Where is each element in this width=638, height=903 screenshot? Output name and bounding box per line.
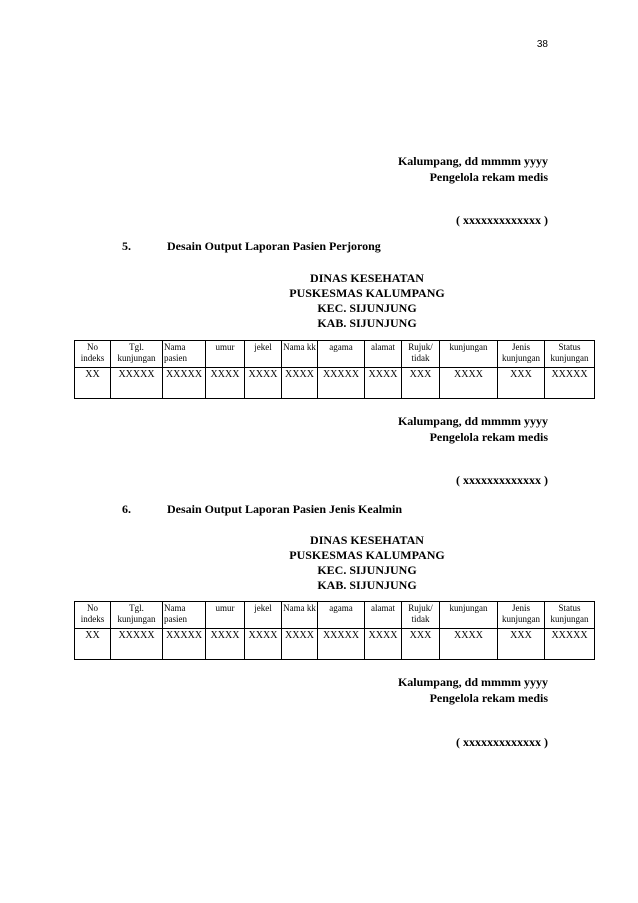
section-number: 5. bbox=[122, 239, 131, 253]
column-header: Nama kk bbox=[282, 341, 318, 368]
signature-place-date: Kalumpang, dd mmmm yyyy bbox=[397, 414, 548, 428]
column-header: kunjungan bbox=[440, 341, 498, 368]
signature-name: ( xxxxxxxxxxxxx ) bbox=[456, 213, 548, 227]
institution-line: DINAS KESEHATAN bbox=[310, 271, 424, 285]
column-header: kunjungan bbox=[440, 602, 498, 629]
column-header: umur bbox=[206, 341, 245, 368]
signature-block bbox=[398, 153, 548, 185]
signature-place-date: Kalumpang, dd mmmm yyyy bbox=[397, 154, 548, 168]
institution-header bbox=[282, 533, 452, 593]
table-cell: XXXXX bbox=[163, 629, 206, 660]
column-header: jekel bbox=[245, 602, 282, 629]
signature-name: ( xxxxxxxxxxxxx ) bbox=[456, 473, 548, 487]
table-cell: XXXXX bbox=[545, 629, 595, 660]
institution-header bbox=[282, 271, 452, 331]
table-cell: XXXXX bbox=[111, 368, 163, 399]
signature-place-date: Kalumpang, dd mmmm yyyy bbox=[397, 675, 548, 689]
table-cell: XXXX bbox=[245, 368, 282, 399]
table-cell: XXXXX bbox=[545, 368, 595, 399]
table-cell: XXXXX bbox=[318, 629, 365, 660]
report-table bbox=[74, 340, 595, 399]
signature-role: Pengelola rekam medis bbox=[429, 691, 548, 705]
signature-name: ( xxxxxxxxxxxxx ) bbox=[456, 735, 548, 749]
column-header: Tgl. kunjungan bbox=[111, 341, 163, 368]
table-cell: XXXXX bbox=[163, 368, 206, 399]
table-cell: XXX bbox=[498, 368, 545, 399]
column-header: Nama pasien bbox=[163, 341, 206, 368]
column-header: Rujuk/ tidak bbox=[402, 602, 440, 629]
signature-role: Pengelola rekam medis bbox=[429, 170, 548, 184]
institution-line: PUSKESMAS KALUMPANG bbox=[289, 548, 445, 562]
column-header: alamat bbox=[365, 602, 402, 629]
table-row bbox=[75, 629, 595, 660]
column-header: Status kunjungan bbox=[545, 341, 595, 368]
table-cell: XXXX bbox=[282, 629, 318, 660]
section-heading bbox=[122, 239, 381, 254]
table-cell: XXXX bbox=[440, 629, 498, 660]
table-cell: XXX bbox=[498, 629, 545, 660]
page-number: 38 bbox=[536, 39, 548, 50]
institution-line: DINAS KESEHATAN bbox=[310, 533, 424, 547]
column-header: Rujuk/ tidak bbox=[402, 341, 440, 368]
column-header: Jenis kunjungan bbox=[498, 602, 545, 629]
column-header: agama bbox=[318, 341, 365, 368]
section-title: Desain Output Laporan Pasien Jenis Kealmin bbox=[167, 502, 403, 516]
table-cell: XXXX bbox=[206, 629, 245, 660]
table-row bbox=[75, 368, 595, 399]
report-table bbox=[74, 601, 595, 660]
section-title: Desain Output Laporan Pasien Perjorong bbox=[167, 239, 381, 253]
institution-line: KAB. SIJUNJUNG bbox=[317, 316, 417, 330]
table-cell: XXXX bbox=[365, 629, 402, 660]
signature-block bbox=[398, 674, 548, 706]
institution-line: KEC. SIJUNJUNG bbox=[317, 301, 417, 315]
table-cell: XXXXX bbox=[111, 629, 163, 660]
table-cell: XXXX bbox=[206, 368, 245, 399]
institution-line: KEC. SIJUNJUNG bbox=[317, 563, 417, 577]
column-header: Nama kk bbox=[282, 602, 318, 629]
column-header: alamat bbox=[365, 341, 402, 368]
column-header: Status kunjungan bbox=[545, 602, 595, 629]
table-cell: XXX bbox=[402, 368, 440, 399]
signature-role: Pengelola rekam medis bbox=[429, 430, 548, 444]
table-cell: XXXX bbox=[282, 368, 318, 399]
institution-line: KAB. SIJUNJUNG bbox=[317, 578, 417, 592]
table-header-row bbox=[75, 602, 595, 629]
section-heading bbox=[122, 502, 402, 517]
table-cell: XXXXX bbox=[318, 368, 365, 399]
table-cell: XXXX bbox=[365, 368, 402, 399]
column-header: Tgl. kunjungan bbox=[111, 602, 163, 629]
column-header: Nama pasien bbox=[163, 602, 206, 629]
column-header: agama bbox=[318, 602, 365, 629]
signature-block bbox=[398, 413, 548, 445]
table-cell: XXX bbox=[402, 629, 440, 660]
table-header-row bbox=[75, 341, 595, 368]
table-cell: XXXX bbox=[440, 368, 498, 399]
section-number: 6. bbox=[122, 502, 131, 516]
column-header: jekel bbox=[245, 341, 282, 368]
column-header: No indeks bbox=[75, 602, 111, 629]
column-header: Jenis kunjungan bbox=[498, 341, 545, 368]
institution-line: PUSKESMAS KALUMPANG bbox=[289, 286, 445, 300]
column-header: No indeks bbox=[75, 341, 111, 368]
column-header: umur bbox=[206, 602, 245, 629]
table-cell: XX bbox=[75, 368, 111, 399]
table-cell: XX bbox=[75, 629, 111, 660]
table-cell: XXXX bbox=[245, 629, 282, 660]
